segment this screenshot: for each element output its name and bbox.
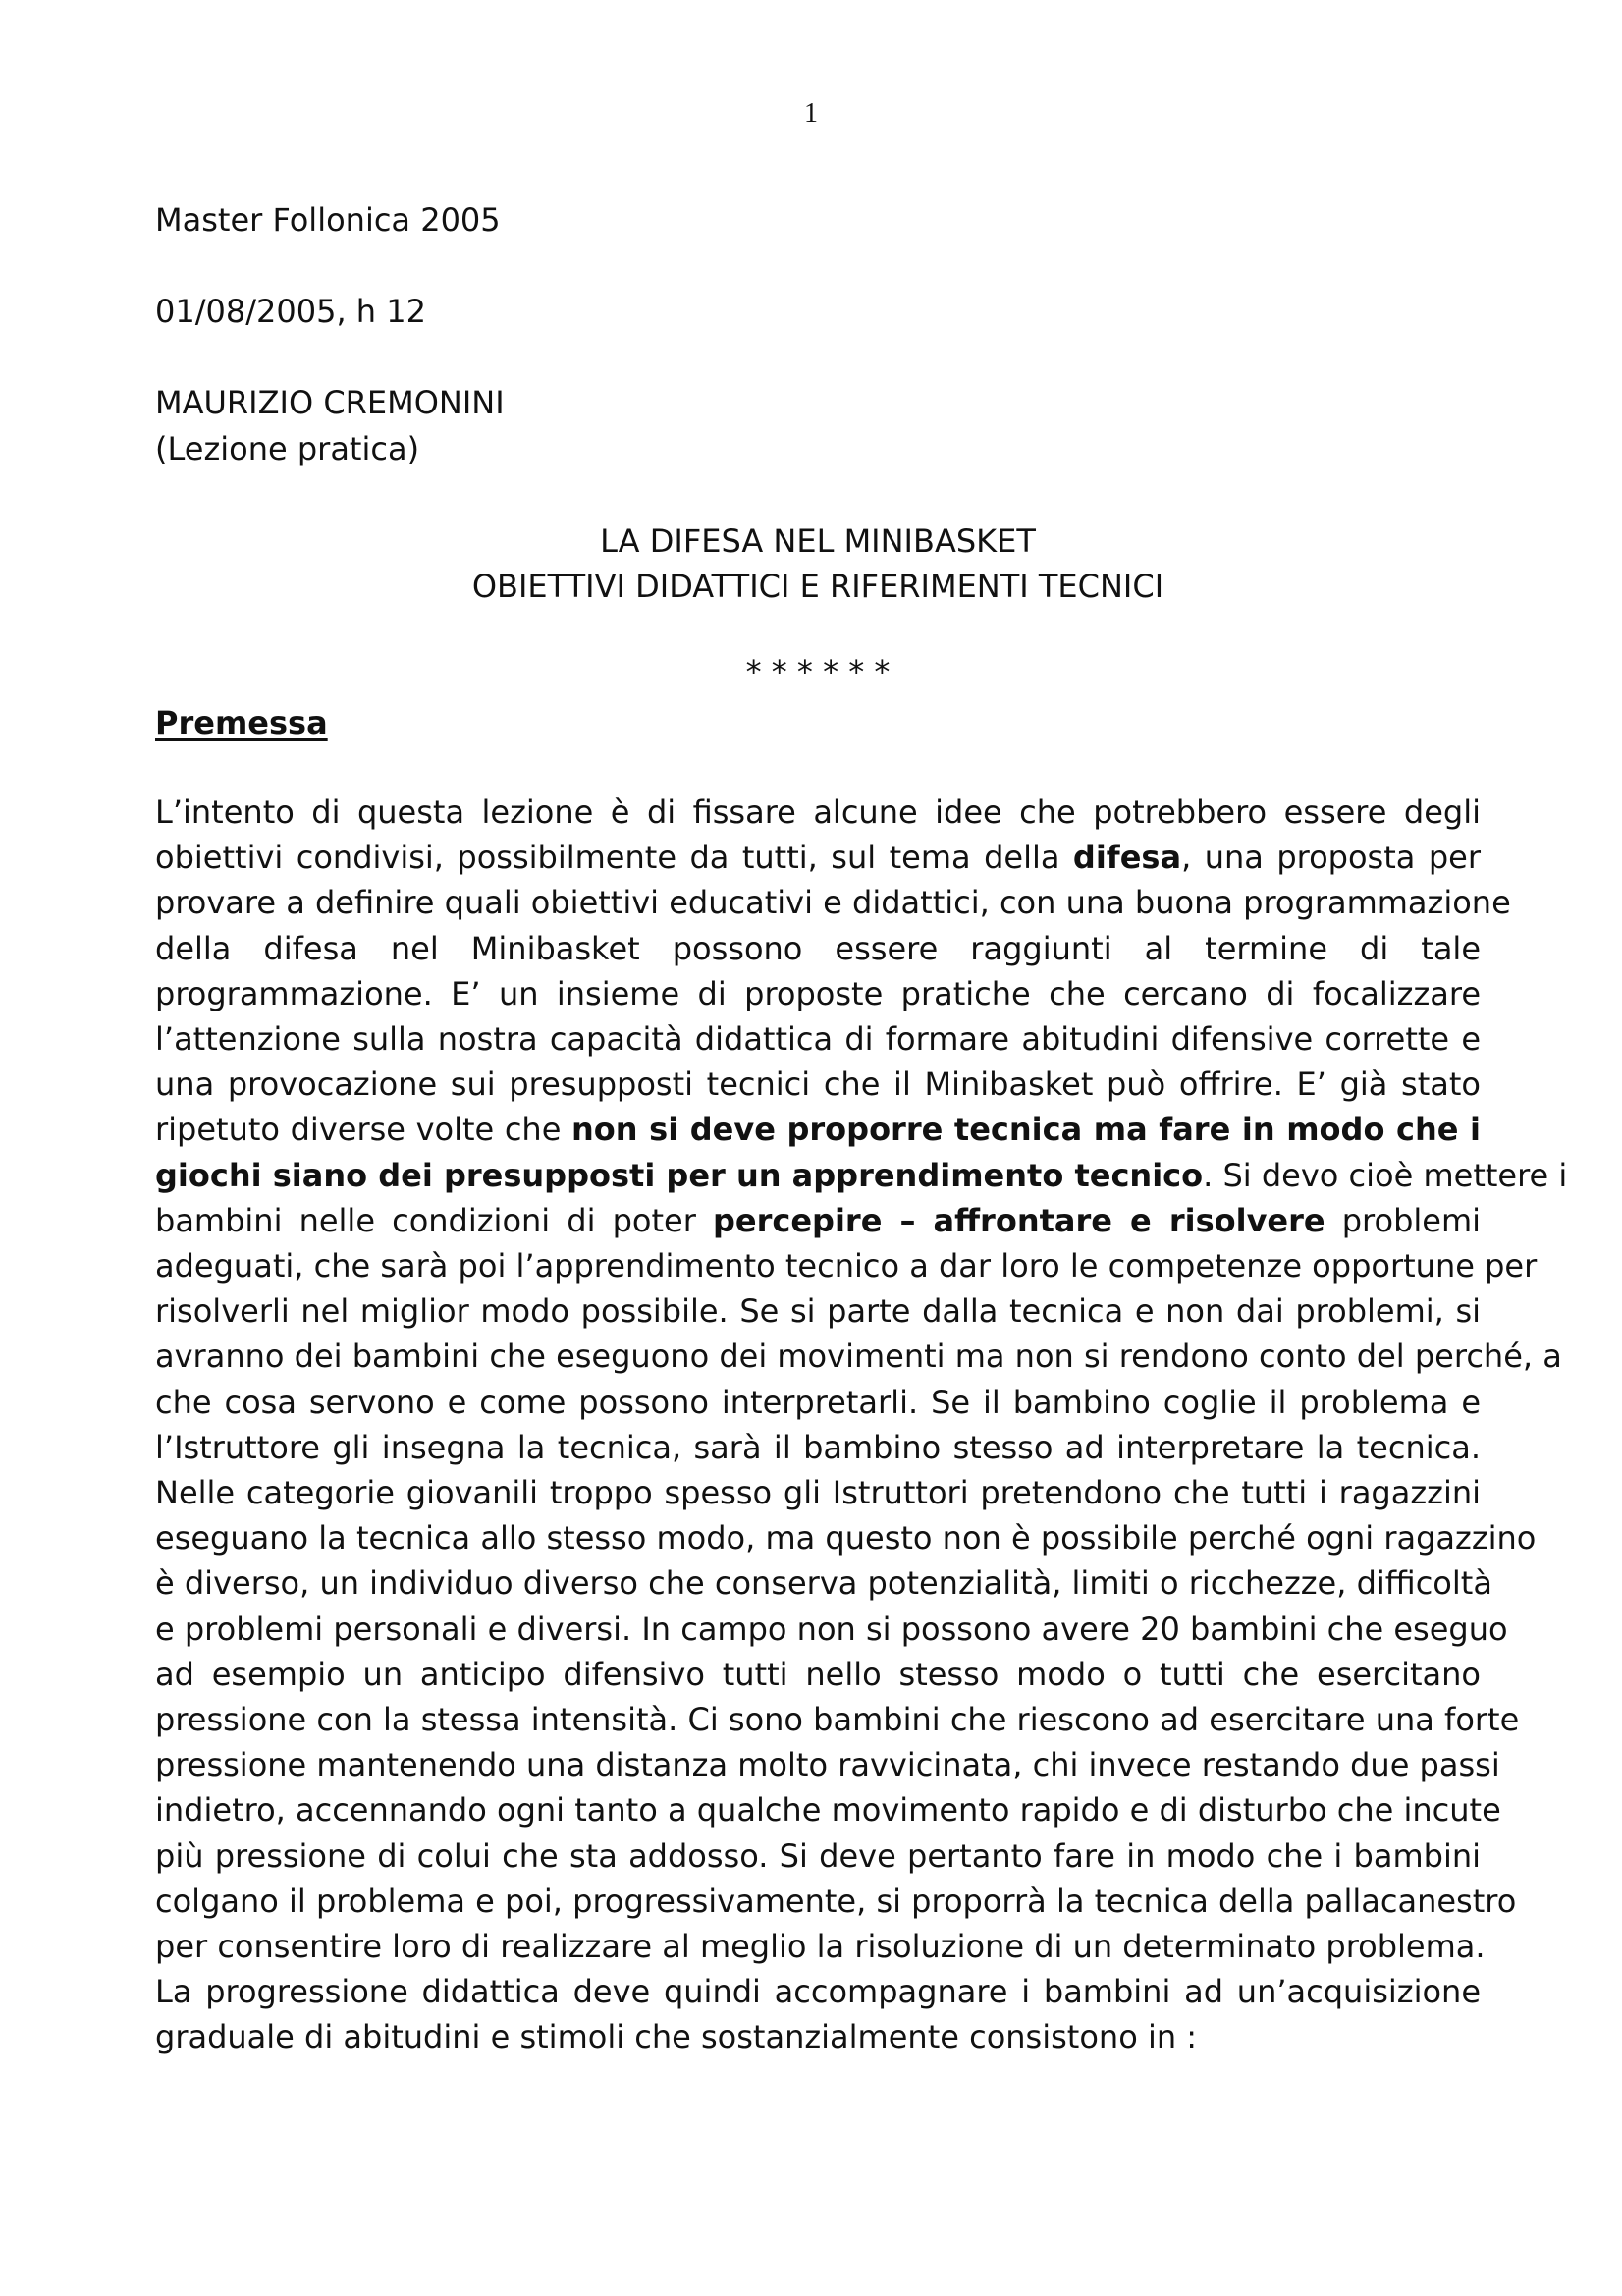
title-line-1: LA DIFESA NEL MINIBASKET	[600, 522, 1036, 560]
title-line-2: OBIETTIVI DIDATTICI E RIFERIMENTI TECNICI	[471, 568, 1164, 605]
text-run: una provocazione sui presupposti tecnici che il Minibasket può offrire. E’ già stato	[155, 1066, 1481, 1104]
text-run: risolverli nel miglior modo possibile. Se si parte dalla tecnica e non dai problemi, si	[155, 1292, 1481, 1331]
text-run: avranno dei bambini che eseguono dei movimenti ma non si rendono conto del perché, a	[155, 1338, 1562, 1376]
text-run: per consentire loro di realizzare al meglio la risoluzione di un determinato problema.	[155, 1928, 1486, 1966]
body-line	[155, 971, 1481, 1016]
body-line	[155, 1515, 1537, 1560]
text-run: l’Istruttore gli insegna la tecnica, sarà il bambino stesso ad interpretare la tecnica.	[155, 1428, 1481, 1466]
text-run: bambini nelle condizioni di poter	[155, 1201, 713, 1239]
body-line	[155, 1334, 1562, 1379]
body-line	[155, 926, 1481, 971]
text-run: indietro, accennando ogni tanto a qualche movimento rapido e di disturbo che incute	[155, 1791, 1501, 1830]
text-run: della difesa nel Minibasket possono essere raggiunti al termine di tale	[155, 929, 1481, 967]
text-run: ad esempio un anticipo difensivo tutti nello stesso modo o tutti che esercitano	[155, 1655, 1481, 1693]
section-heading: Premessa	[155, 704, 328, 741]
text-run: provare a definire quali obiettivi educativi e didattici, con una buona programmazione	[155, 884, 1511, 922]
body-line	[155, 1243, 1538, 1288]
text-run: colgano il problema e poi, progressivamente, si proporrà la tecnica della pallacanestro	[155, 1882, 1517, 1920]
body-line	[155, 1879, 1517, 1924]
text-run: è diverso, un individuo diverso che conserva potenzialità, limiti o ricchezze, difficoltà	[155, 1564, 1492, 1603]
body-line	[155, 1969, 1481, 2014]
text-run: più pressione di colui che sta addosso. Si deve pertanto fare in modo che i bambini	[155, 1836, 1481, 1875]
text-run: pressione mantenendo una distanza molto ravvicinata, chi invece restando due passi	[155, 1746, 1500, 1784]
title-separator: * * * * * *	[745, 653, 891, 690]
text-run: graduale di abitudini e stimoli che sostanzialmente consistono in :	[155, 2018, 1198, 2056]
event-name: Master Follonica 2005	[155, 201, 501, 239]
bold-text: giochi siano dei presupposti per un apprendimento tecnico	[155, 1156, 1204, 1194]
text-run: obiettivi condivisi, possibilmente da tutti, sul tema della	[155, 839, 1073, 877]
text-run: , una proposta per	[1181, 839, 1482, 877]
body-line	[155, 1425, 1481, 1470]
body-line	[155, 1742, 1500, 1787]
body-paragraph	[155, 790, 1568, 2060]
body-line	[155, 1153, 1568, 1198]
body-line	[155, 790, 1481, 835]
bold-text: percepire – affrontare e risolvere	[712, 1201, 1325, 1239]
session-type: (Lezione pratica)	[155, 430, 420, 467]
body-line	[155, 835, 1481, 880]
body-line	[155, 1107, 1481, 1152]
body-line	[155, 1288, 1481, 1334]
body-line	[155, 1787, 1501, 1832]
bold-text: non si deve proporre tecnica ma fare in modo che i	[571, 1111, 1482, 1149]
text-run: La progressione didattica deve quindi accompagnare i bambini ad un’acquisizione	[155, 1973, 1481, 2011]
body-line	[155, 1560, 1492, 1606]
text-run: che cosa servono e come possono interpretarli. Se il bambino coglie il problema e	[155, 1383, 1481, 1421]
body-line	[155, 880, 1511, 925]
body-line	[155, 1380, 1481, 1425]
text-run: programmazione. E’ un insieme di proposte pratiche che cercano di focalizzare	[155, 974, 1481, 1012]
text-run: problemi	[1325, 1201, 1482, 1239]
body-line	[155, 1062, 1481, 1107]
text-run: Nelle categorie giovanili troppo spesso gli Istruttori pretendono che tutti i ragazzini	[155, 1474, 1481, 1512]
date-time: 01/08/2005, h 12	[155, 293, 426, 330]
text-run: e problemi personali e diversi. In campo non si possono avere 20 bambini che eseguo	[155, 1610, 1508, 1648]
body-line	[155, 1470, 1481, 1515]
text-run: eseguano la tecnica allo stesso modo, ma questo non è possibile perché ogni ragazzino	[155, 1519, 1537, 1558]
text-run: adeguati, che sarà poi l’apprendimento tecnico a dar loro le competenze opportune per	[155, 1247, 1538, 1285]
body-line	[155, 2014, 1481, 2059]
text-run: ripetuto diverse volte che	[155, 1111, 572, 1149]
text-run: L’intento di questa lezione è di fissare alcune idee che potrebbero essere degli	[155, 793, 1481, 831]
body-line	[155, 1924, 1486, 1969]
bold-text: difesa	[1072, 839, 1182, 877]
text-run: l’attenzione sulla nostra capacità didattica di formare abitudini difensive corrette e	[155, 1020, 1481, 1059]
body-line	[155, 1833, 1481, 1879]
body-line	[155, 1198, 1481, 1243]
text-run: . Si devo cioè mettere i	[1203, 1156, 1568, 1194]
text-run: pressione con la stessa intensità. Ci sono bambini che riescono ad esercitare una forte	[155, 1701, 1520, 1739]
page-number: 1	[804, 98, 818, 129]
body-line	[155, 1016, 1481, 1062]
body-line	[155, 1652, 1481, 1697]
speaker-name: MAURIZIO CREMONINI	[155, 384, 505, 421]
body-line	[155, 1607, 1508, 1652]
body-line	[155, 1697, 1520, 1742]
